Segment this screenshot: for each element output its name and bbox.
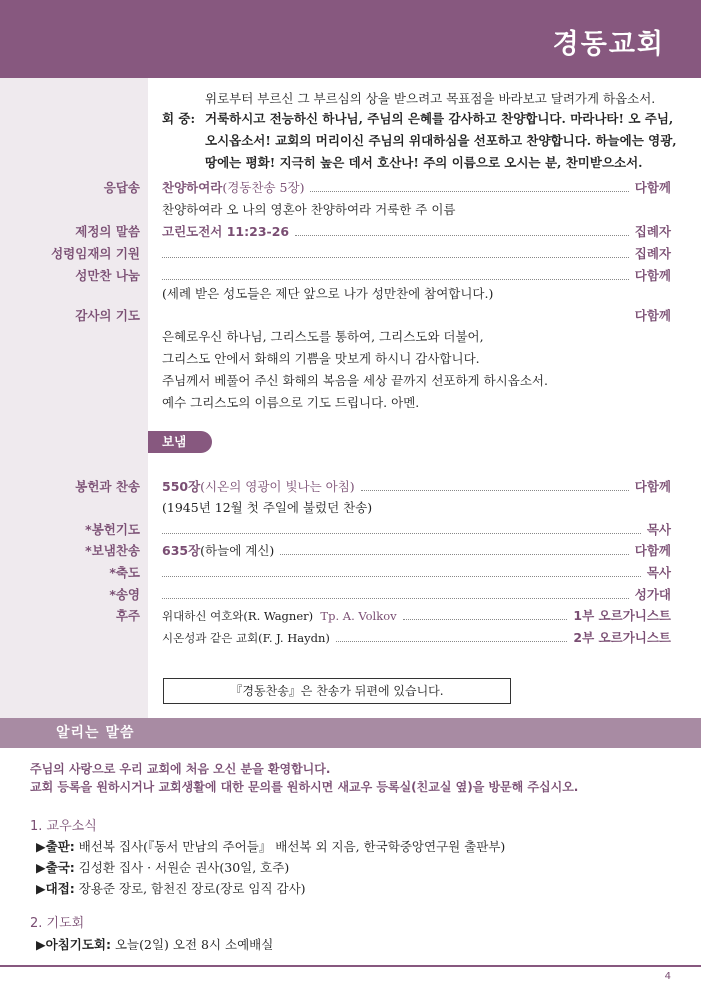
row-label: 응답송: [103, 180, 140, 195]
order-row-institution: [0, 222, 701, 242]
row-participant: 성가대: [634, 587, 671, 602]
item-text: 장용준 장로, 함천진 장로(장로 임직 감사): [74, 881, 306, 896]
prayer-line: 주님께서 베풀어 주신 화해의 복음을 세상 끝까지 선포하게 하시옵소서.: [162, 373, 548, 388]
order-row-postlude-1: [0, 606, 701, 626]
page-number: 4: [664, 971, 671, 982]
section-tag-sending: 보냄: [148, 431, 212, 453]
row-title: 고린도전서 11:23-26: [162, 224, 290, 239]
row-participant: 2부 오르가니스트: [573, 630, 671, 645]
row-label: 후주: [115, 608, 140, 623]
leader-dots: [295, 235, 629, 236]
row-participant: 목사: [646, 565, 671, 580]
item-text: 김성환 집사 · 서원순 권사(30일, 호주): [74, 860, 290, 875]
row-title: 찬양하여라: [162, 180, 223, 195]
row-subtitle: (경동찬송 5장): [222, 180, 305, 195]
row-participant: 1부 오르가니스트: [573, 608, 671, 623]
row-participant: 집례자: [634, 224, 671, 239]
offering-note: (1945년 12월 첫 주일에 불렀던 찬송): [162, 500, 373, 515]
prayer-line: 은혜로우신 하나님, 그리스도를 통하여, 그리스도와 더불어,: [162, 329, 484, 344]
page-header: [0, 0, 701, 78]
leader-dots: [162, 257, 629, 258]
section-title: 1. 교우소식: [30, 819, 97, 834]
notice-bar: [0, 718, 701, 748]
item-key: 출국:: [45, 860, 75, 875]
list-item: ▶아침기도회: 오늘(2일) 오전 8시 소예배실: [36, 937, 274, 952]
row-label: 제정의 말씀: [75, 224, 140, 239]
response-label: 회 중:: [162, 111, 196, 126]
list-item: ▶출국: 김성환 집사 · 서원순 권사(30일, 호주): [36, 860, 290, 875]
prayer-line: 예수 그리스도의 이름으로 기도 드립니다. 아멘.: [162, 395, 420, 410]
response-line-1: 거룩하시고 전능하신 하나님, 주님의 은혜를 감사하고 찬양합니다. 마라나타! 오 주님,: [205, 111, 674, 126]
row-label: *보냄찬송: [85, 543, 140, 558]
row-title: 위대하신 여호와(R. Wagner): [162, 609, 314, 623]
row-label: 감사의 기도: [75, 308, 140, 323]
intro-line: 위로부터 부르신 그 부르심의 상을 받으려고 목표점을 바라보고 달려가게 하옵소서.: [205, 91, 656, 106]
leader-dots: [162, 279, 629, 280]
order-row-epiclesis: [0, 244, 701, 264]
church-name: 경동교회: [552, 29, 665, 60]
prayer-line: 그리스도 안에서 화해의 기쁨을 맛보게 하시니 감사합니다.: [162, 351, 480, 366]
row-subtitle: Tp. A. Volkov: [320, 609, 397, 623]
response-line-3: 땅에는 평화! 지극히 높은 데서 호산나! 주의 이름으로 오시는 분, 찬미받으소서.: [205, 155, 643, 170]
order-row-sending-hymn: [0, 541, 701, 561]
row-subtitle: (시온의 영광이 빛나는 아침): [200, 479, 355, 494]
leader-dots: [162, 598, 629, 599]
row-label: 성령임재의 기원: [51, 246, 140, 261]
row-participant: 목사: [646, 522, 671, 537]
row-participant: 다함께: [634, 543, 671, 558]
row-participant: 다함께: [634, 268, 671, 283]
notice-title: 알리는 말씀: [56, 725, 135, 741]
row-label: *봉헌기도: [85, 522, 140, 537]
item-text: 오늘(2일) 오전 8시 소예배실: [111, 937, 274, 952]
order-row-communion: [0, 266, 701, 286]
response-song-lyric: 찬양하여라 오 나의 영혼아 찬양하여라 거룩한 주 이름: [162, 202, 456, 217]
row-subtitle: (하늘에 계신): [200, 543, 275, 558]
welcome-line: 주님의 사랑으로 우리 교회에 처음 오신 분을 환영합니다.: [30, 762, 331, 776]
row-participant: 다함께: [634, 180, 671, 195]
order-row-postlude-2: [0, 628, 701, 648]
row-participant: 다함께: [634, 308, 671, 323]
leader-dots: [280, 554, 628, 555]
order-row-offering: [0, 477, 701, 497]
item-text: 배선복 집사(『동서 만남의 주어들』 배선복 외 지음, 한국학중앙연구원 출판부): [74, 839, 506, 854]
item-key: 출판:: [45, 839, 75, 854]
welcome-line: 교회 등록을 원하시거나 교회생활에 대한 문의를 원하시면 새교우 등록실(친교실 옆)을 방문해 주십시오.: [30, 780, 579, 794]
section-title: 2. 기도회: [30, 916, 85, 931]
footer-rule: [0, 965, 701, 967]
row-label: 봉헌과 찬송: [75, 479, 140, 494]
item-key: 아침기도회:: [45, 937, 111, 952]
row-participant: 다함께: [634, 479, 671, 494]
row-title: 시온성과 같은 교회(F. J. Haydn): [162, 631, 330, 645]
row-label: 성만찬 나눔: [75, 268, 140, 283]
row-title: 550장: [162, 479, 201, 494]
communion-note: (세례 받은 성도들은 제단 앞으로 나가 성만찬에 참여합니다.): [162, 286, 494, 301]
row-title: 635장: [162, 543, 201, 558]
order-row-response-song: [0, 178, 701, 198]
leader-dots: [310, 191, 628, 192]
item-key: 대접:: [45, 881, 75, 896]
leader-dots: [403, 619, 568, 620]
list-item: ▶대접: 장용준 장로, 함천진 장로(장로 임직 감사): [36, 881, 306, 896]
leader-dots: [162, 533, 641, 534]
list-item: ▶출판: 배선복 집사(『동서 만남의 주어들』 배선복 외 지음, 한국학중앙연구원 출판부): [36, 839, 506, 854]
leader-dots: [336, 641, 568, 642]
row-participant: 집례자: [634, 246, 671, 261]
order-row-doxology: [0, 585, 701, 605]
leader-dots: [162, 576, 641, 577]
order-row-benediction: [0, 563, 701, 583]
row-label: *송영: [109, 587, 140, 602]
order-row-offering-prayer: [0, 520, 701, 540]
response-line-2: 오시옵소서! 교회의 머리이신 주님의 위대하심을 선포하고 찬양합니다. 하늘에는 영광,: [205, 133, 677, 148]
row-label: *축도: [109, 565, 140, 580]
hymnal-note-box: 『경동찬송』은 찬송가 뒤편에 있습니다.: [163, 678, 511, 704]
order-row-thanksgiving: [0, 306, 701, 326]
leader-dots: [361, 490, 629, 491]
